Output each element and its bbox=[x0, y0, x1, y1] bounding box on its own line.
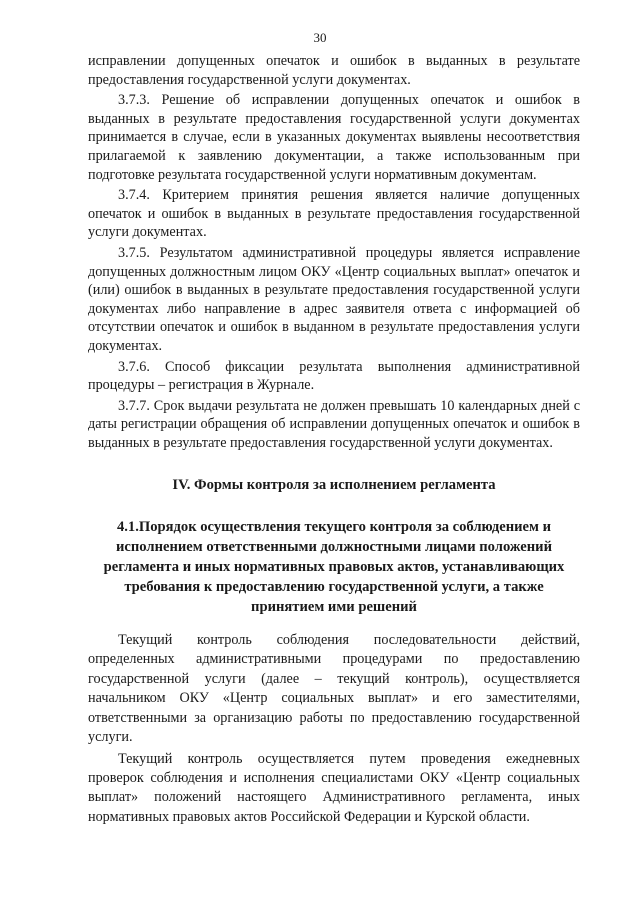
page-number: 30 bbox=[313, 30, 327, 45]
section-heading: IV. Формы контроля за исполнением регламента bbox=[172, 477, 496, 494]
subsection-heading: 4.1.Порядок осуществления текущего контроля за соблюдением и исполнением ответственными должностными лицами положений регламента и иных нормативных правовых актов, устанавливающих требования к предоставлению государственной услуги, а также принятием ими решений bbox=[103, 519, 565, 616]
paragraph-3-7-6: 3.7.6. Способ фиксации результата выполнения административной процедуры – регистрация в Журнале. bbox=[88, 358, 580, 394]
paragraph-3-7-7: 3.7.7. Срок выдачи результата не должен превышать 10 календарных дней с даты регистрации обращения об исправлении допущенных опечаток и ошибок в выданных в результате предоставления государственной услуги документах. bbox=[88, 397, 580, 451]
paragraph-3-7-4: 3.7.4. Критерием принятия решения является наличие допущенных опечаток и ошибок в выданных в результате предоставления государственной услуги документах. bbox=[88, 187, 580, 241]
paragraph-control-method: Текущий контроль осуществляется путем проведения ежедневных проверок соблюдения и исполнения специалистами ОКУ «Центр социальных выплат» положений настоящего Административного регламента, иных нормативных правовых актов Российской Федерации и Курской области. bbox=[88, 750, 580, 825]
page-content bbox=[88, 52, 580, 827]
paragraph-3-7-5: 3.7.5. Результатом административной процедуры является исправление допущенных должностным лицом ОКУ «Центр социальных выплат» опечаток и (или) ошибок в выданных в результате предоставления государственной услуги документах либо направление в адрес заявителя ответа с информацией об отсутствии опечаток и ошибок в выданном в результате предоставления услуги документах. bbox=[88, 244, 580, 354]
paragraph-3-7-3: 3.7.3. Решение об исправлении допущенных опечаток и ошибок в выданных в результате предоставления государственной услуги документах принимается в случае, если в указанных документах выявлены несоответствия прилагаемой к заявлению документации, а также использованным при подготовке результата государственной услуги нормативным документам. bbox=[88, 92, 580, 183]
paragraph-continuation: исправлении допущенных опечаток и ошибок в выданных в результате предоставления государственной услуги документах. bbox=[88, 53, 580, 88]
paragraph-current-control: Текущий контроль соблюдения последовательности действий, определенных административными процедурами по предоставлению государственной услуги (далее – текущий контроль), осуществляется начальником ОКУ «Центр социальных выплат» и его заместителями, ответственными за организацию работы по предоставлению государственной услуги. bbox=[88, 632, 580, 746]
